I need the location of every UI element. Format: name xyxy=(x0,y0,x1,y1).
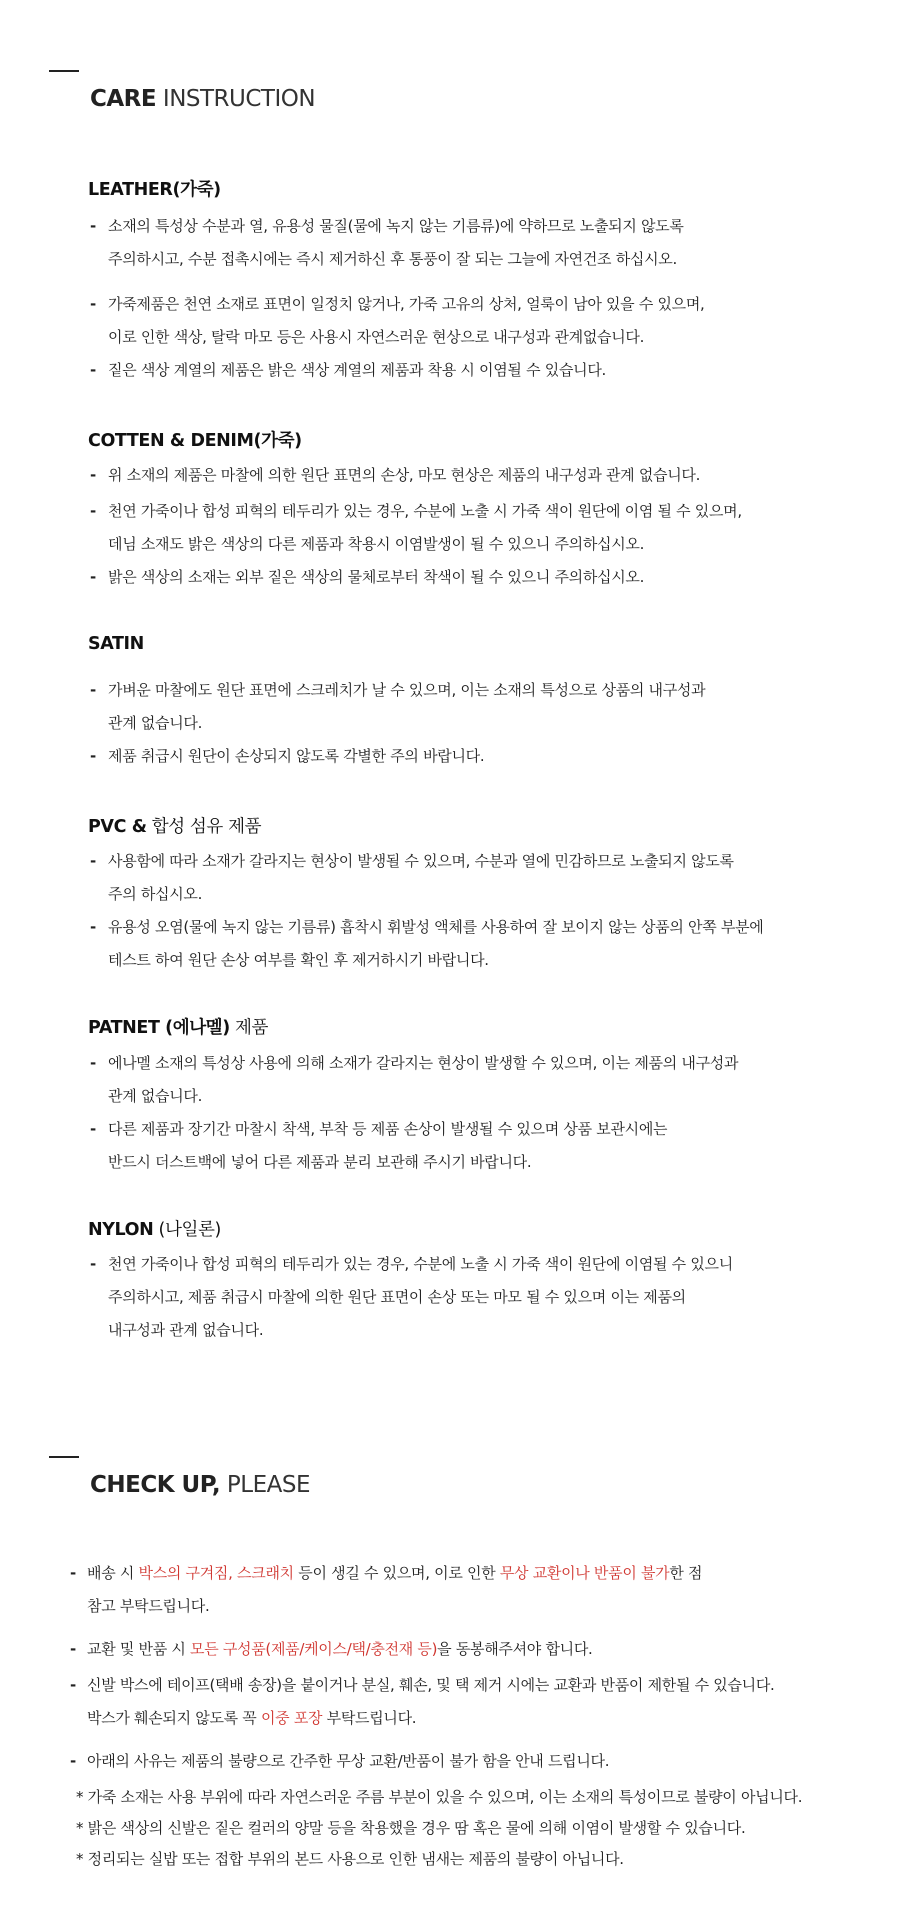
care-list-item xyxy=(90,459,700,492)
checkup-list-item xyxy=(70,1745,609,1778)
care-title-light: INSTRUCTION xyxy=(162,86,316,112)
bullet-dash: - xyxy=(90,466,96,484)
category-heading xyxy=(88,427,302,452)
checkup-text: 박스가 훼손되지 않도록 꼭 xyxy=(87,1709,261,1727)
bullet-dash: - xyxy=(90,217,96,235)
care-item-text: 데님 소재도 밝은 색상의 다른 제품과 착용시 이염발생이 될 수 있으니 주의하십시오. xyxy=(108,535,645,553)
checkup-note: * 정리되는 실밥 또는 접합 부위의 본드 사용으로 인한 냄새는 제품의 불량이 아닙니다. xyxy=(76,1850,624,1868)
care-item-text: 내구성과 관계 없습니다. xyxy=(108,1321,264,1339)
category-heading xyxy=(88,634,144,654)
care-item-text: 관계 없습니다. xyxy=(108,1087,203,1105)
care-item-text: 가죽제품은 천연 소재로 표면이 일정치 않거나, 가죽 고유의 상처, 얼룩이 남아 있을 수 있으며, xyxy=(108,295,705,313)
category-heading xyxy=(88,1216,221,1241)
bullet-dash: - xyxy=(70,1752,76,1770)
checkup-text: 교환 및 반품 시 xyxy=(87,1640,191,1658)
checkup-item-line xyxy=(70,1669,775,1702)
care-item-text: 테스트 하여 원단 손상 여부를 확인 후 제거하시기 바랍니다. xyxy=(108,951,489,969)
bullet-dash: - xyxy=(70,1640,76,1658)
checkup-note: * 가죽 소재는 사용 부위에 따라 자연스러운 주름 부분이 있을 수 있으며, 이는 소재의 특성이므로 불량이 아닙니다. xyxy=(76,1788,803,1806)
care-list-item xyxy=(90,1248,733,1347)
checkup-item-line xyxy=(70,1590,702,1623)
checkup-title-light: PLEASE xyxy=(226,1472,311,1498)
checkup-note: * 밝은 색상의 신발은 짙은 컬러의 양말 등을 착용했을 경우 땀 혹은 물에 의해 이염이 발생할 수 있습니다. xyxy=(76,1819,746,1837)
category-heading-bold: COTTEN & DENIM(가죽) xyxy=(88,431,302,451)
bullet-dash: - xyxy=(90,361,96,379)
checkup-text: 한 점 xyxy=(669,1564,703,1582)
checkup-section-title xyxy=(90,1472,310,1498)
care-list-item xyxy=(90,561,644,594)
care-item-text: 밝은 색상의 소재는 외부 짙은 색상의 물체로부터 착색이 될 수 있으니 주의하십시오. xyxy=(108,568,645,586)
care-title-bold: CARE xyxy=(90,86,157,112)
care-item-text: 관계 없습니다. xyxy=(108,714,203,732)
highlighted-text: 이중 포장 xyxy=(260,1709,323,1727)
section-divider-dash xyxy=(49,1456,79,1458)
checkup-list-item xyxy=(70,1633,592,1666)
care-item-text: 가벼운 마찰에도 원단 표면에 스크레치가 날 수 있으며, 이는 소재의 특성으로 상품의 내구성과 xyxy=(108,681,706,699)
category-heading xyxy=(88,1014,268,1039)
checkup-title-bold: CHECK UP, xyxy=(90,1472,221,1498)
care-list-item xyxy=(90,1113,667,1179)
care-list-item xyxy=(90,495,742,561)
bullet-dash: - xyxy=(90,1054,96,1072)
checkup-text: 신발 박스에 테이프(택배 송장)을 붙이거나 분실, 훼손, 및 택 제거 시에는 교환과 반품이 제한될 수 있습니다. xyxy=(87,1676,775,1694)
bullet-dash: - xyxy=(90,1120,96,1138)
checkup-item-line xyxy=(70,1633,592,1666)
care-list-item xyxy=(90,288,705,354)
care-list-item xyxy=(90,1047,738,1113)
bullet-dash: - xyxy=(90,681,96,699)
care-list-item xyxy=(90,911,763,977)
category-heading-normal: (나일론) xyxy=(153,1220,221,1240)
care-item-text: 소재의 특성상 수분과 열, 유용성 물질(물에 녹지 않는 기름류)에 약하므로 노출되지 않도록 xyxy=(108,217,684,235)
bullet-dash: - xyxy=(70,1564,76,1582)
highlighted-text: 모든 구성품(제품/케이스/택/충전재 등) xyxy=(190,1640,438,1658)
checkup-text: 을 동봉해주셔야 합니다. xyxy=(437,1640,593,1658)
checkup-item-line xyxy=(70,1557,702,1590)
care-item-text: 위 소재의 제품은 마찰에 의한 원단 표면의 손상, 마모 현상은 제품의 내구성과 관계 없습니다. xyxy=(108,466,701,484)
category-heading-normal: 제품 xyxy=(229,1018,269,1038)
care-item-text: 짙은 색상 계열의 제품은 밝은 색상 계열의 제품과 착용 시 이염될 수 있습니다. xyxy=(108,361,606,379)
category-heading-bold: SATIN xyxy=(88,634,144,654)
checkup-text: 참고 부탁드립니다. xyxy=(87,1597,210,1615)
care-item-text: 유용성 오염(물에 녹지 않는 기름류) 흡착시 휘발성 액체를 사용하여 잘 보이지 않는 상품의 안쪽 부분에 xyxy=(108,918,764,936)
category-heading xyxy=(88,176,221,201)
care-item-text: 에나멜 소재의 특성상 사용에 의해 소재가 갈라지는 현상이 발생할 수 있으며, 이는 제품의 내구성과 xyxy=(108,1054,739,1072)
care-item-text: 다른 제품과 장기간 마찰시 착색, 부착 등 제품 손상이 발생될 수 있으며 상품 보관시에는 xyxy=(108,1120,668,1138)
care-list-item xyxy=(90,845,734,911)
checkup-item-line xyxy=(70,1745,609,1778)
category-heading-bold: LEATHER(가죽) xyxy=(88,180,221,200)
care-item-text: 주의하시고, 제품 취급시 마찰에 의한 원단 표면이 손상 또는 마모 될 수 있으며 이는 제품의 xyxy=(108,1288,686,1306)
category-heading xyxy=(88,813,261,838)
checkup-text: 배송 시 xyxy=(87,1564,139,1582)
bullet-dash: - xyxy=(90,502,96,520)
section-divider-dash xyxy=(49,70,79,72)
care-item-text: 천연 가죽이나 합성 피혁의 테두리가 있는 경우, 수분에 노출 시 가죽 색이 원단에 이염될 수 있으니 xyxy=(108,1255,733,1273)
bullet-dash: - xyxy=(90,747,96,765)
highlighted-text: 무상 교환이나 반품이 불가 xyxy=(499,1564,670,1582)
care-list-item xyxy=(90,210,684,276)
bullet-dash: - xyxy=(90,1255,96,1273)
care-list-item xyxy=(90,740,484,773)
checkup-item-line xyxy=(70,1702,775,1735)
care-item-text: 제품 취급시 원단이 손상되지 않도록 각별한 주의 바랍니다. xyxy=(108,747,485,765)
bullet-dash: - xyxy=(90,852,96,870)
bullet-dash: - xyxy=(90,568,96,586)
care-item-text: 반드시 더스트백에 넣어 다른 제품과 분리 보관해 주시기 바랍니다. xyxy=(108,1153,532,1171)
care-list-item xyxy=(90,674,705,740)
category-heading-bold: PVC & xyxy=(88,817,147,837)
checkup-text: 부탁드립니다. xyxy=(322,1709,417,1727)
care-item-text: 천연 가죽이나 합성 피혁의 테두리가 있는 경우, 수분에 노출 시 가죽 색이 원단에 이염 될 수 있으며, xyxy=(108,502,742,520)
category-heading-normal: 합성 섬유 제품 xyxy=(146,817,262,837)
checkup-list-item xyxy=(70,1557,702,1623)
bullet-dash: - xyxy=(70,1676,76,1694)
care-item-text: 주의 하십시오. xyxy=(108,885,203,903)
checkup-list-item xyxy=(70,1669,775,1735)
bullet-dash: - xyxy=(90,295,96,313)
care-item-text: 사용함에 따라 소재가 갈라지는 현상이 발생될 수 있으며, 수분과 열에 민감하므로 노출되지 않도록 xyxy=(108,852,734,870)
care-list-item xyxy=(90,354,606,387)
bullet-dash: - xyxy=(90,918,96,936)
checkup-text: 아래의 사유는 제품의 불량으로 간주한 무상 교환/반품이 불가 함을 안내 드립니다. xyxy=(87,1752,610,1770)
checkup-text: 등이 생길 수 있으며, 이로 인한 xyxy=(293,1564,500,1582)
category-heading-bold: PATNET (에나멜) xyxy=(88,1018,230,1038)
care-item-text: 이로 인한 색상, 탈락 마모 등은 사용시 자연스러운 현상으로 내구성과 관계없습니다. xyxy=(108,328,645,346)
highlighted-text: 박스의 구겨짐, 스크래치 xyxy=(138,1564,294,1582)
category-heading-bold: NYLON xyxy=(88,1220,154,1240)
care-section-title xyxy=(90,86,315,112)
care-item-text: 주의하시고, 수분 접촉시에는 즉시 제거하신 후 통풍이 잘 되는 그늘에 자연건조 하십시오. xyxy=(108,250,677,268)
